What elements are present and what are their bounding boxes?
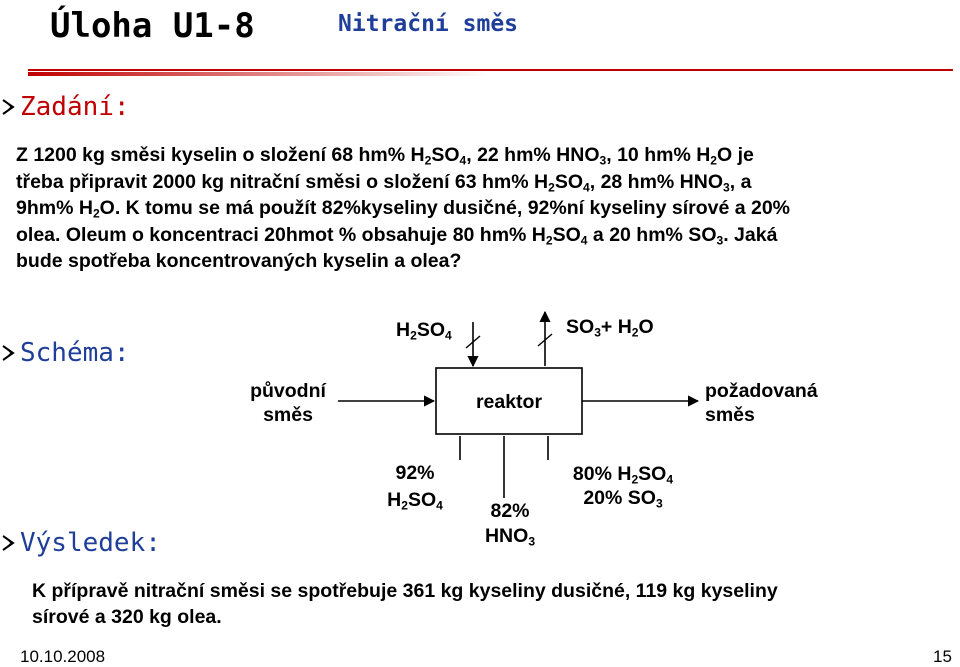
problem-line-2: třeba připravit 2000 kg nitrační směsi o složení 63 hm% $H_2SO_4$, 28 hm% $HNO_3$, a	[16, 170, 752, 195]
section-vysledek-label: Výsledek:	[20, 528, 161, 558]
problem-line-3: 9hm% $H_2O$. K tomu se má použít 82%kyseliny dusičné, 92%ní kyseliny sírové a 20%	[16, 197, 791, 221]
result-line-2: sírové a 320 kg olea.	[32, 606, 222, 628]
footer-page-number: 15	[933, 647, 952, 666]
section-vysledek-heading	[0, 528, 161, 558]
problem-line-5: bude spotřeba koncentrovaných kyselin a olea?	[16, 250, 462, 272]
result-line-1: K přípravě nitrační směsi se spotřebuje 361 kg kyseliny dusičné, 119 kg kyseliny	[32, 580, 778, 602]
label-hno3-82: 82% $HNO_3$	[484, 500, 536, 549]
label-original-mix: původní směs	[250, 380, 326, 426]
slide-title: Úloha U1-8	[50, 6, 255, 46]
section-schema-label: Schéma:	[20, 338, 130, 368]
label-h2so4-feed: $H_2SO_4$	[396, 319, 452, 343]
label-reactor: reaktor	[475, 391, 543, 413]
bullet-arrow-icon	[0, 534, 16, 552]
section-zadani-label: Zadání:	[20, 92, 130, 122]
label-oleum-composition: 80% $H_2SO_4$ 20% $SO_3$	[572, 463, 674, 511]
problem-line-4: olea. Oleum o koncentraci 20hmot % obsahuje 80 hm% $H_2SO_4$ a 20 hm% $SO_3$. Jaká	[16, 223, 778, 248]
label-h2so4-92: 92% $H_2SO_4$	[387, 462, 443, 513]
label-so3-h2o-feed: $SO_3+ H_2O$	[566, 316, 654, 340]
slide-subtitle: Nitrační směs	[338, 11, 519, 37]
label-required-mix: požadovaná směs	[705, 380, 818, 426]
result-text	[32, 578, 932, 630]
footer-date: 10.10.2008	[20, 647, 106, 666]
problem-line-1: Z 1200 kg směsi kyselin o složení 68 hm% $H_2SO_4$, 22 hm% $HNO_3$, 10 hm% $H_2O$ je	[16, 144, 754, 168]
